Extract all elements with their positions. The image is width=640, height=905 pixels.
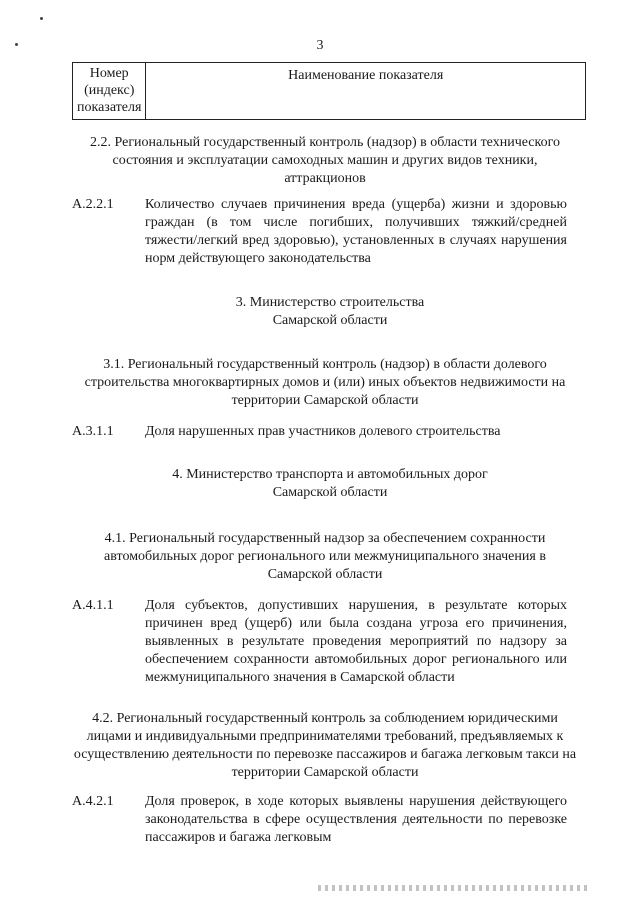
indicator-code: А.2.2.1 [72, 197, 114, 212]
section-heading-2-2: 2.2. Региональный государственный контроль (надзор) в области технического состояния и эксплуатации самоходных машин и других видов техники, аттракционов [90, 135, 560, 186]
table-header [72, 62, 586, 120]
indicator-text: Количество случаев причинения вреда (ущерба) жизни и здоровью граждан (в том числе погибших, получивших тяжкий/средней тяжести/легкий вред здоровью), установленных в случаях нарушения норм действующего законодательства [145, 197, 567, 266]
section-heading-4-2: 4.2. Региональный государственный контроль за соблюдением юридическими лицами и индивидуальными предпринимателями требований, предъявляемых к осуществлению деятельности по перевозке пассажиров и багажа легковым такси на территории Самарской области [73, 711, 577, 780]
scan-noise [318, 885, 588, 891]
indicator-text: Доля нарушенных прав участников долевого строительства [145, 424, 501, 439]
ministry-heading-4: 4. Министерство транспорта и автомобильных дорог Самарской области [172, 467, 488, 500]
column-header-index: Номер (индекс) показателя [73, 63, 146, 120]
scan-speck [40, 17, 43, 20]
indicator-code: А.4.1.1 [72, 598, 114, 613]
ministry-heading-3: 3. Министерство строительства Самарской области [235, 295, 425, 328]
indicator-code: А.4.2.1 [72, 794, 114, 809]
indicator-code: А.3.1.1 [72, 424, 114, 439]
page-number: 3 [316, 38, 324, 53]
column-header-name: Наименование показателя [146, 63, 586, 120]
section-heading-4-1: 4.1. Региональный государственный надзор за обеспечением сохранности автомобильных дорог регионального или межмуниципального значения в Самарской области [104, 531, 546, 582]
section-heading-3-1: 3.1. Региональный государственный контроль (надзор) в области долевого строительства многоквартирных домов и (или) иных объектов недвижимости на территории Самарской области [84, 357, 566, 408]
indicator-text: Доля субъектов, допустивших нарушения, в результате которых причинен вред (ущерб) или была создана угроза его причинения, выявленных в результате проведения мероприятий по надзору за обеспечением сохранности автомобильных дорог регионального или межмуниципального значения в Самарской области [145, 598, 567, 685]
indicator-text: Доля проверок, в ходе которых выявлены нарушения действующего законодательства в сфере осуществления деятельности по перевозке пассажиров и багажа легковым [145, 794, 567, 845]
